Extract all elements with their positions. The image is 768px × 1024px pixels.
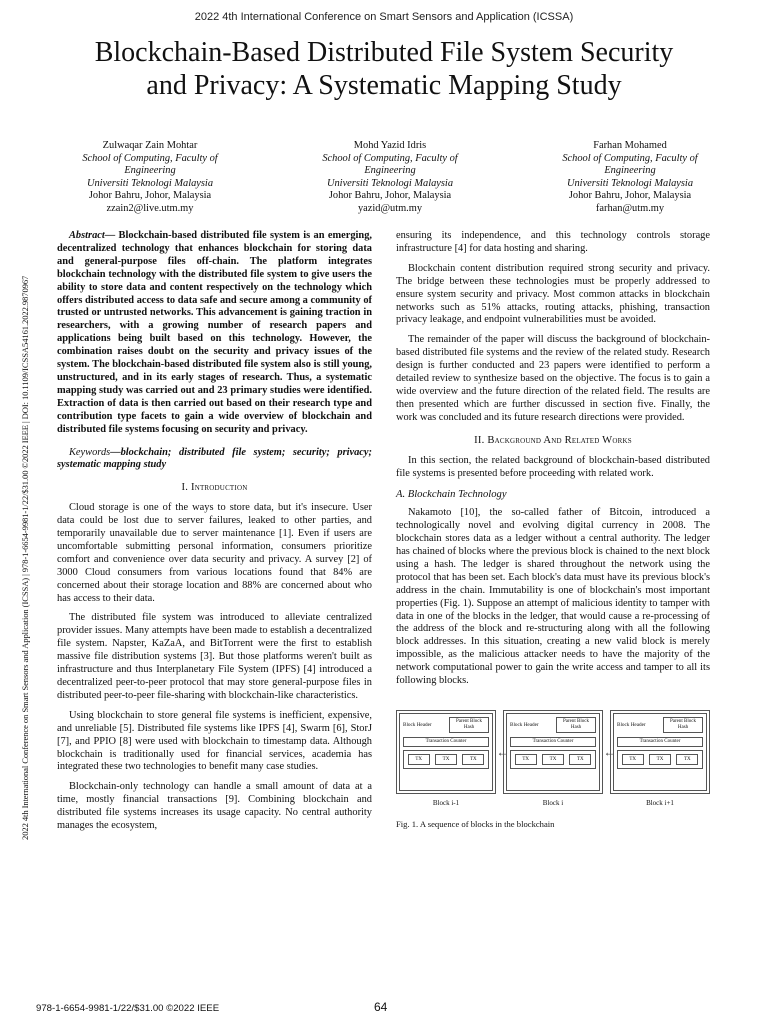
- tx-group: [510, 750, 596, 769]
- author-name: Mohd Yazid Idris: [353, 140, 427, 151]
- paragraph: The distributed file system was introduced to alleviate centralized provider issues. Many attempts have been made to establish a decentralized file system. Napster, KaZaA, and BitTorrent were the first to establish massive file distribution systems [3]. But those platforms weren't built as infrastructure and thus Interplanetary File System (IPFS) [4] introduced a decentralized peer-to-peer protocol that may store general-purpose files in distributed peer-to-peer file-sharing with blockchain-like characteristics.: [57, 612, 372, 701]
- tx-box: TX: [408, 754, 430, 765]
- block-label: Block i-1: [432, 799, 460, 807]
- author-city: Johor Bahru, Johor, Malaysia: [568, 190, 692, 202]
- paragraph: ensuring its independence, and this technology controls storage infrastructure [4] for data hosting and sharing.: [396, 230, 710, 254]
- author-city: Johor Bahru, Johor, Malaysia: [328, 190, 452, 202]
- author-university: Universiti Teknologi Malaysia: [86, 177, 214, 189]
- parent-hash-box: Parent Block Hash: [449, 717, 489, 733]
- title-line-2: and Privacy: A Systematic Mapping Study: [146, 70, 622, 101]
- tx-box: TX: [462, 754, 484, 765]
- tx-box: TX: [542, 754, 564, 765]
- chain-arrow-icon: ←: [603, 744, 616, 759]
- tx-group: [617, 750, 703, 769]
- tx-box: TX: [569, 754, 591, 765]
- paragraph: Using blockchain to store general file systems is inefficient, expensive, and unreliable [5]. Distributed file systems like IPFS [4], Swarm [6], StorJ [7], and PPIO [8] were used with blockchain to timestamp data. Although blockchain is traditionally used for financial services, academia has integrated these two technologies to benefit many case studies.: [57, 709, 372, 773]
- tx-box: TX: [649, 754, 671, 765]
- figure-1: [396, 710, 710, 831]
- author-2: [280, 140, 500, 216]
- conference-header: 2022 4th International Conference on Smart Sensors and Application (ICSSA): [194, 11, 574, 23]
- author-3: [520, 140, 740, 216]
- author-block: [40, 140, 740, 216]
- author-email: farhan@utm.my: [595, 202, 665, 214]
- footer-isbn: 978-1-6654-9981-1/22/$31.00 ©2022 IEEE: [36, 1003, 220, 1014]
- author-university: Universiti Teknologi Malaysia: [326, 177, 454, 189]
- paragraph: In this section, the related background of blockchain-based distributed file systems is presented before proceeding with related work.: [396, 454, 710, 479]
- author-affiliation: Engineering: [604, 165, 656, 177]
- author-email: yazid@utm.my: [357, 202, 423, 214]
- author-1: [40, 140, 260, 216]
- tx-box: TX: [435, 754, 457, 765]
- transaction-counter-box: Transaction Counter: [510, 737, 596, 747]
- author-name: Farhan Mohamed: [593, 140, 667, 151]
- paper-title: [30, 36, 738, 102]
- tx-box: TX: [515, 754, 537, 765]
- tx-box: TX: [676, 754, 698, 765]
- page-number: 64: [374, 1000, 388, 1014]
- figure-caption: Fig. 1. A sequence of blocks in the blockchain: [396, 818, 555, 829]
- abstract: [57, 230, 372, 437]
- right-column: [396, 230, 710, 831]
- author-affiliation: School of Computing, Faculty of: [562, 152, 698, 164]
- doi-sidebar-text: 2022 4th International Conference on Smart Sensors and Application (ICSSA) | 978-1-6654-9981-1/22/$31.00 ©2022 IEEE | DOI: 10.1109/ICSSA54161.2022.9870967: [20, 275, 30, 840]
- author-affiliation: Engineering: [364, 165, 416, 177]
- tx-group: [403, 750, 489, 769]
- subsection-heading-blockchain: A. Blockchain Technology: [396, 489, 507, 501]
- block-label: Block i: [542, 799, 564, 807]
- block-prev: [396, 710, 496, 794]
- keywords: [57, 447, 372, 473]
- paragraph: Blockchain content distribution required strong security and privacy. The bridge between these technologies must be properly addressed to ensure system security and privacy. Most common attacks in blockchain networks such as 51% attacks, routing attacks, phishing, transaction privacy leakage, and endpoint vulnerabilities must be avoided.: [396, 262, 710, 326]
- chain-arrow-icon: ←: [496, 744, 509, 759]
- block-labels: [396, 797, 710, 810]
- parent-hash-box: Parent Block Hash: [663, 717, 703, 733]
- author-university: Universiti Teknologi Malaysia: [566, 177, 694, 189]
- transaction-counter-box: Transaction Counter: [617, 737, 703, 747]
- block-header-label: Block Header: [403, 721, 432, 728]
- paragraph: The remainder of the paper will discuss the background of blockchain-based distributed file systems and the review of the related study. Research design is further conducted and 23 papers were identified to perform a detailed review to synthesize based on the objective. The focus is to gain a wide overview and the future direction of the related field. The results are then presented which are further discussed in section five. Finally, the work was concluded and its future research directions were provided.: [396, 334, 710, 423]
- block-label: Block i+1: [646, 799, 674, 807]
- abstract-text: — Blockchain-based distributed file system is an emerging, decentralized technology that enhances blockchain for storing data and general-purpose files off-chain. The platform integrates blockchain technology with the distributed file system to give users the ability to store data and content respectively on the technology which offers distributed access to data safe and secure among a community of trusted or untrusted networks. This advancement is gaining traction in researchers, with a growing number of research papers and applications being built based on this technology. However, the combination raises doubt on the security and privacy issues of the system. The blockchain-based distributed file system also is still young, unstructured, and in its early stages of research. Thus, a systematic mapping study was carried out and 23 primary studies were identified. Extraction of data is then carried out based on their research type and contribution type facets to gain a wide overview of blockchain and distributed file systems focusing on security and privacy.: [57, 230, 372, 435]
- tx-box: TX: [622, 754, 644, 765]
- block-header-label: Block Header: [617, 721, 646, 728]
- paragraph: Blockchain-only technology can handle a small amount of data at a time, mostly financial transactions [9]. Combining blockchain and distributed file systems increases its usage capacity. No central authority manages the ecosystem,: [57, 781, 372, 832]
- keywords-text: —blockchain; distributed file system; security; privacy; systematic mapping study: [57, 446, 372, 471]
- left-column: [57, 230, 372, 840]
- block-header-label: Block Header: [510, 721, 539, 728]
- section-heading-background: II. Background And Related Works: [474, 434, 632, 446]
- paragraph: Cloud storage is one of the ways to store data, but it's insecure. User data could be lost due to server failures, leaked to other parties, and temporarily unavailable due to server maintenance [1]. Even if users are uncomfortable submitting personal information, consumers prioritize comfort and convenience over data security and privacy. A survey [2] of 3000 Cloud consumers from various locations found that 84% are concerned about their storage location and 88% are concerned about who has access to their data.: [57, 502, 372, 604]
- abstract-lead: Abstract: [69, 230, 105, 241]
- author-affiliation: Engineering: [124, 165, 176, 177]
- parent-hash-box: Parent Block Hash: [556, 717, 596, 733]
- block-chain-diagram: [396, 710, 710, 794]
- block-current: [503, 710, 603, 794]
- author-city: Johor Bahru, Johor, Malaysia: [88, 190, 212, 202]
- author-name: Zulwaqar Zain Mohtar: [102, 140, 198, 151]
- author-email: zzain2@live.utm.my: [106, 202, 194, 214]
- section-heading-introduction: I. Introduction: [181, 482, 248, 494]
- author-affiliation: School of Computing, Faculty of: [82, 152, 218, 164]
- paragraph: Nakamoto [10], the so-called father of Bitcoin, introduced a technologically novel and evolving digital currency in 2008. The blockchain stores data as a ledger without a central authority. The ledger has chained of blocks where the previous block is chained to the next block using a hash. The ledger is shared throughout the network using the protocol that has been set. Each block's data must have its previous block's address in the chain. Immutability is one of blockchain's most important properties (Fig. 1). Suppose an attempt of malicious identity to tamper with data in one of the blocks in the ledger, that would cause a re-processing of the address of the block and re-structuring along with all the following block addresses. In this situation, creating a new valid block is merely impossible, as the malicious attacker needs to have the majority of the network computational power to gain the write access and tamper to all its following blocks.: [396, 507, 710, 687]
- title-line-1: Blockchain-Based Distributed File System Security: [94, 37, 674, 68]
- doi-sidebar: [20, 180, 30, 840]
- author-affiliation: School of Computing, Faculty of: [322, 152, 458, 164]
- transaction-counter-box: Transaction Counter: [403, 737, 489, 747]
- block-next: [610, 710, 710, 794]
- keywords-lead: Keywords: [69, 446, 111, 458]
